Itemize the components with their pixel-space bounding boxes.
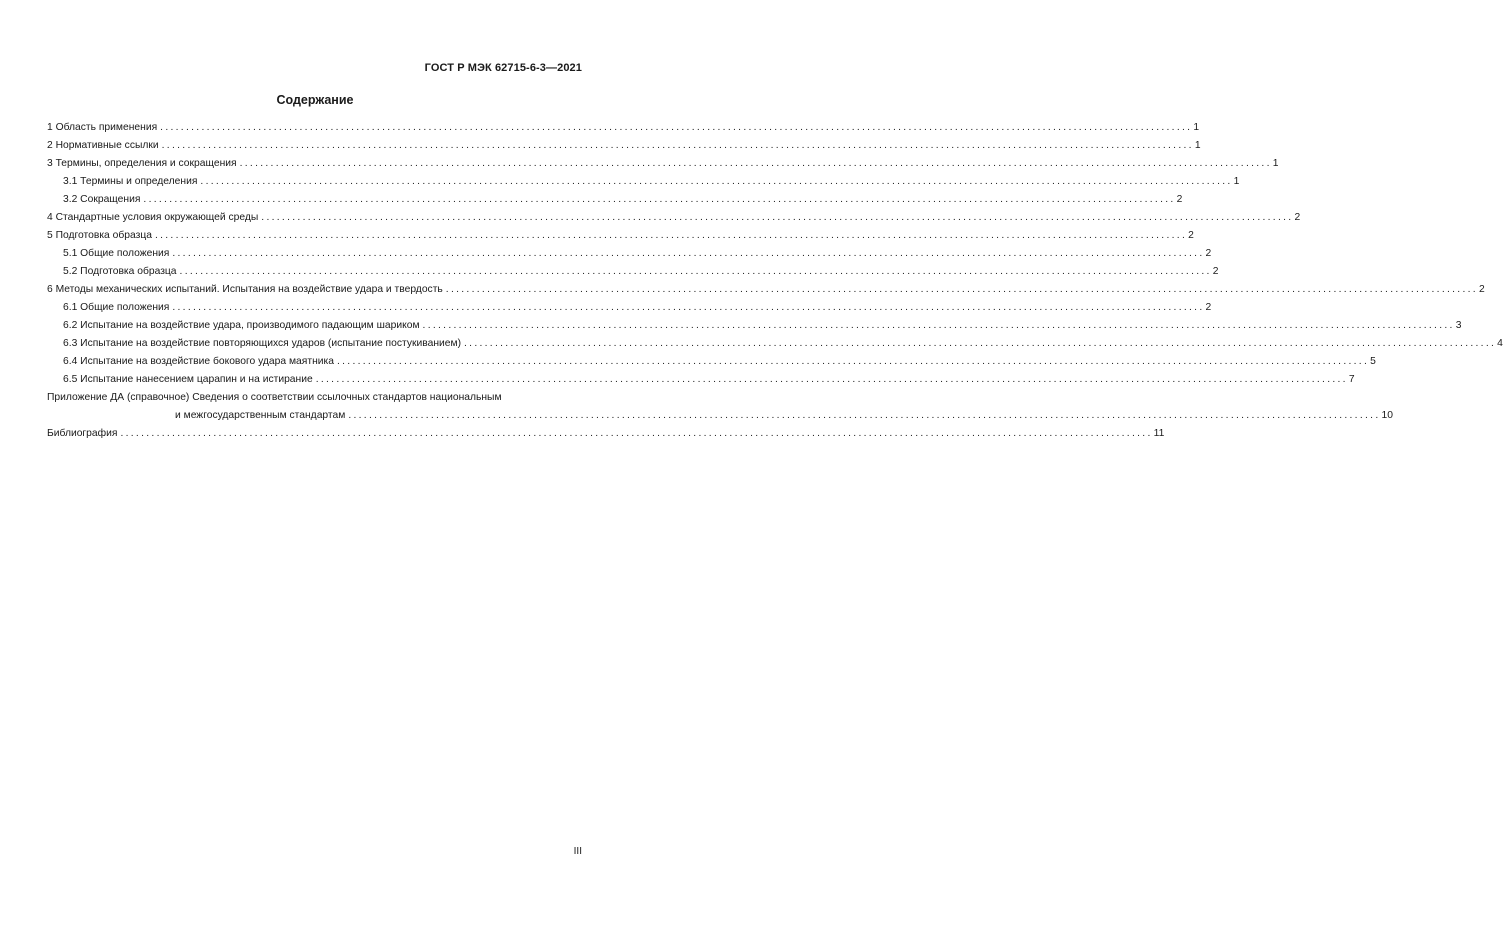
toc-entry-page: 2: [1205, 248, 1212, 259]
toc-entry[interactable]: [47, 335, 1503, 353]
toc-entry-label: 5 Подготовка образца: [47, 230, 152, 241]
toc-entry-label: 6.2 Испытание на воздействие удара, производимого падающим шариком: [63, 320, 420, 331]
toc-leader-dots: ........................................................................................................................................................................................................: [422, 320, 1455, 331]
toc-entry[interactable]: [47, 191, 1183, 209]
toc-entry-page: 2: [1188, 230, 1194, 241]
toc-entry[interactable]: [47, 209, 1301, 227]
toc-leader-dots: ........................................................................................................................................................................................................: [239, 158, 1272, 169]
toc-entry[interactable]: [47, 317, 1462, 335]
toc-entry-page: 2: [1212, 266, 1219, 277]
toc-entry-label: 6.1 Общие положения: [63, 302, 170, 313]
toc-leader-dots: ........................................................................................................................................................................................................: [315, 374, 1348, 385]
toc-entry-label: 6.3 Испытание на воздействие повторяющихся ударов (испытание постукиванием): [63, 338, 461, 349]
toc-entry-page: 2: [1294, 212, 1301, 223]
toc-entry-page: 2: [1176, 194, 1183, 205]
toc-entry-page: 4: [1497, 338, 1503, 349]
toc-leader-dots: ........................................................................................................................................................................................................: [200, 176, 1233, 187]
toc-appendix-title-line2-row: [47, 407, 1393, 425]
toc-leader-dots: ........................................................................................................................................................................................................: [445, 284, 1478, 295]
toc-entry-label: 6 Методы механических испытаний. Испытания на воздействие удара и твердость: [47, 284, 443, 295]
toc-leader-dots: ........................................................................................................................................................................................................: [120, 428, 1153, 439]
toc-entry[interactable]: [47, 155, 1279, 173]
toc-leader-dots: ........................................................................................................................................................................................................: [161, 140, 1194, 151]
toc-entry-page: 3: [1455, 320, 1462, 331]
toc-entry[interactable]: [47, 371, 1355, 389]
toc-leader-dots: ........................................................................................................................................................................................................: [172, 302, 1205, 313]
toc-entry-label: 3.2 Сокращения: [63, 194, 141, 205]
toc-leader-dots: ........................................................................................................................................................................................................: [464, 338, 1497, 349]
toc-leader-dots: ........................................................................................................................................................................................................: [336, 356, 1370, 367]
toc-entry-label: 4 Стандартные условия окружающей среды: [47, 212, 259, 223]
toc-bibliography-entry[interactable]: [47, 425, 1165, 443]
toc-entry[interactable]: [47, 119, 1200, 137]
toc-leader-dots: ........................................................................................................................................................................................................: [143, 194, 1176, 205]
toc-bibliography-page: 11: [1153, 428, 1165, 439]
toc-entry-label: 5.1 Общие положения: [63, 248, 170, 259]
toc-leader-dots: ........................................................................................................................................................................................................: [261, 212, 1294, 223]
toc-entry[interactable]: [47, 245, 1212, 263]
toc-entry-page: 7: [1348, 374, 1355, 385]
toc-entry-label: 5.2 Подготовка образца: [63, 266, 177, 277]
toc-entry[interactable]: [47, 227, 1194, 245]
toc-appendix-page: 10: [1381, 410, 1393, 421]
toc-entry-page: 1: [1233, 176, 1240, 187]
toc-entry-label: 1 Область применения: [47, 122, 158, 133]
toc-leader-dots: ........................................................................................................................................................................................................: [348, 410, 1381, 421]
toc-entry-page: 5: [1370, 356, 1376, 367]
toc-entry-label: 6.4 Испытание на воздействие бокового удара маятника: [63, 356, 334, 367]
toc-entry[interactable]: [47, 137, 1201, 155]
toc-appendix-title-line1: Приложение ДА (справочное) Сведения о соответствии ссылочных стандартов национальным: [47, 392, 502, 403]
page-number: III: [573, 846, 582, 857]
toc-leader-dots: ........................................................................................................................................................................................................: [160, 122, 1193, 133]
toc-appendix-title-line2: и межгосударственным стандартам: [175, 410, 346, 421]
toc-leader-dots: ........................................................................................................................................................................................................: [154, 230, 1188, 241]
toc-entry[interactable]: [47, 299, 1212, 317]
toc-entry-page: 1: [1194, 140, 1201, 151]
toc-entry-page: 1: [1193, 122, 1200, 133]
toc-leader-dots: ........................................................................................................................................................................................................: [172, 248, 1205, 259]
toc-entry-label: 2 Нормативные ссылки: [47, 140, 159, 151]
toc-title: Содержание: [276, 93, 354, 107]
toc-leader-dots: ........................................................................................................................................................................................................: [179, 266, 1212, 277]
toc-entry[interactable]: [47, 173, 1240, 191]
toc-entry-page: 2: [1205, 302, 1212, 313]
toc-entry-page: 2: [1478, 284, 1485, 295]
toc-entry[interactable]: [47, 281, 1485, 299]
document-code: ГОСТ Р МЭК 62715-6-3—2021: [424, 62, 582, 74]
table-of-contents: [47, 119, 1503, 443]
toc-appendix-entry[interactable]: [47, 389, 1393, 425]
toc-entry[interactable]: [47, 263, 1219, 281]
toc-entry-label: 6.5 Испытание нанесением царапин и на истирание: [63, 374, 313, 385]
toc-entry-page: 1: [1272, 158, 1279, 169]
toc-entry[interactable]: [47, 353, 1376, 371]
toc-entry-label: 3 Термины, определения и сокращения: [47, 158, 237, 169]
toc-entry-label: 3.1 Термины и определения: [63, 176, 198, 187]
toc-bibliography-label: Библиография: [47, 428, 118, 439]
